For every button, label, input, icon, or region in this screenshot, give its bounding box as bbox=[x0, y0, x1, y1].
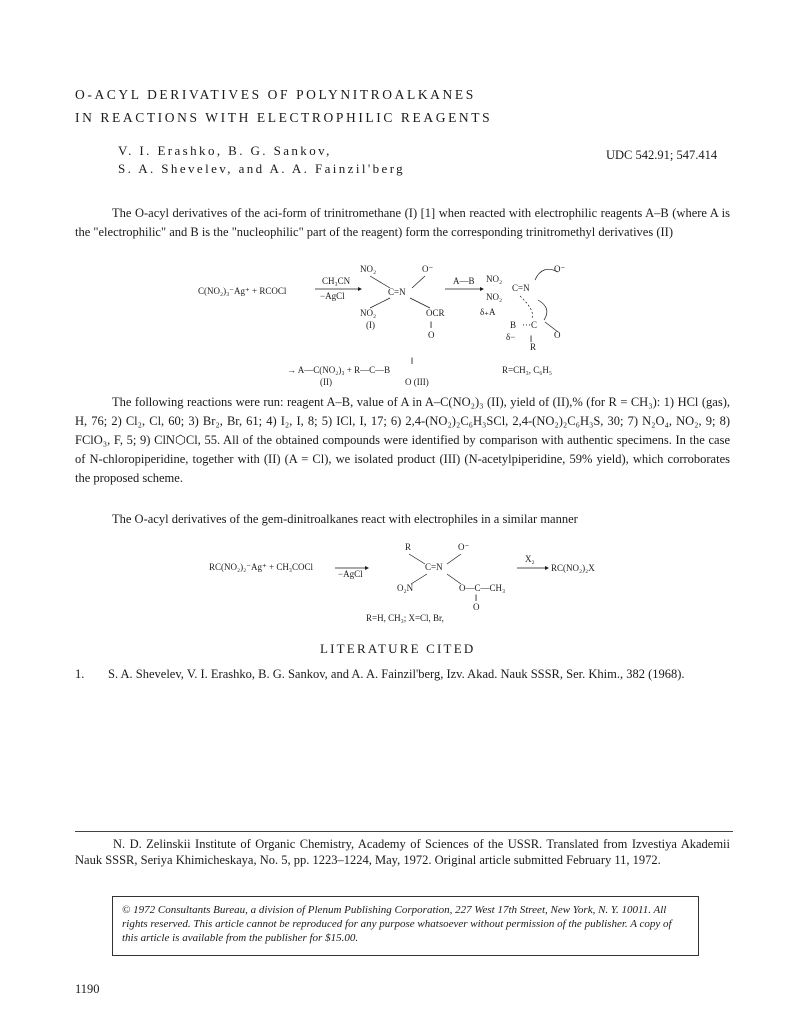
scheme1-label-I: (I) bbox=[366, 320, 375, 330]
svg-text:C=N: C=N bbox=[425, 562, 443, 572]
authors-line-1: V. I. Erashko, B. G. Sankov, bbox=[118, 143, 332, 158]
scheme1-label-II: (II) bbox=[320, 377, 332, 387]
title-line-1: O-ACYL DERIVATIVES OF POLYNITROALKANES bbox=[75, 87, 476, 102]
reference-item bbox=[75, 665, 730, 684]
scheme1-arrow2-top: A—B bbox=[453, 276, 475, 286]
svg-text:O⁻: O⁻ bbox=[422, 264, 434, 274]
svg-text:O: O bbox=[473, 602, 480, 612]
scheme1-product-line: → A—C(NO₂)₃ + R—C—B bbox=[287, 365, 391, 375]
svg-text:O—C—CH₃: O—C—CH₃ bbox=[459, 583, 506, 593]
results-text: The following reactions were run: reagent A–B, value of A in A–C(NO₂)₃ (II), yield of (II),% (for R = CH₃): 1) HCl (gas), H, 76; 2) Cl₂, Cl, 60; 3) Br₂, Br, 61; 4) I₂, I, 8; 5) ICl, I, 17; 6) 2,4-(NO₂)₂C₆H₃SCl, 2,4-(NO₂)₂C₆H₃S, 30; 7) N₂O₄, NO₂, 9; 8) FClO₃, F, 5; 9) ClN⬡Cl, 55. All of the obtained compounds were identified by comparison with authentic specimens. In the case of N-chloropiperidine, together with (II) (A = Cl), we isolated product (III) (N-acetylpiperidine, 59% yield), which corroborates the proposed scheme. bbox=[75, 395, 730, 485]
literature-heading: LITERATURE CITED bbox=[320, 641, 476, 656]
udc-code: UDC 542.91; 547.414 bbox=[606, 148, 718, 162]
scheme1-arrow1-top: CH₃CN bbox=[322, 276, 351, 286]
svg-text:NO₂: NO₂ bbox=[360, 264, 377, 274]
svg-text:NO₂: NO₂ bbox=[486, 274, 503, 284]
copyright-text: © 1972 Consultants Bureau, a division of Plenum Publishing Corporation, 227 West 17th Street, New York, N. Y. 10011. All rights reserved. This article cannot be reproduced for any purpose whatsoever without permission of the publisher. A copy of this article is available from the publisher for $15.00. bbox=[122, 904, 672, 944]
svg-text:C=N: C=N bbox=[388, 287, 406, 297]
svg-text:C=N: C=N bbox=[512, 283, 530, 293]
reference-text: S. A. Shevelev, V. I. Erashko, B. G. Sankov, and A. A. Fainzil'berg, Izv. Akad. Nauk SSSR, Ser. Khim., 382 (1968). bbox=[108, 667, 685, 681]
gem-paragraph bbox=[75, 510, 730, 529]
svg-text:NO₂: NO₂ bbox=[486, 292, 503, 302]
scheme2-arrow2-top: X₂ bbox=[525, 554, 535, 564]
svg-text:OCR: OCR bbox=[426, 308, 445, 318]
svg-text:δ−: δ− bbox=[506, 332, 516, 342]
intro-paragraph bbox=[75, 204, 730, 242]
reaction-scheme-1 bbox=[190, 260, 600, 390]
svg-text:‖: ‖ bbox=[411, 356, 414, 366]
svg-text:‖: ‖ bbox=[475, 593, 478, 603]
svg-text:R: R bbox=[530, 342, 537, 352]
svg-text:O⁻: O⁻ bbox=[554, 264, 566, 274]
svg-text:B: B bbox=[510, 320, 517, 330]
svg-text:‖: ‖ bbox=[530, 334, 533, 344]
title-line-2: IN REACTIONS WITH ELECTROPHILIC REAGENTS bbox=[75, 110, 493, 125]
scheme1-r-definition: R=CH₃, C₆H₅ bbox=[502, 365, 552, 375]
results-paragraph bbox=[75, 393, 730, 488]
svg-text:O⁻: O⁻ bbox=[458, 542, 470, 552]
scheme1-label-III: O (III) bbox=[405, 377, 429, 387]
scheme2-product: RC(NO₂)₂X bbox=[551, 563, 595, 573]
gem-text: The O-acyl derivatives of the gem-dinitroalkanes react with electrophiles in a similar manner bbox=[112, 512, 578, 526]
svg-text:δ₊A: δ₊A bbox=[480, 307, 496, 317]
svg-text:···C: ···C bbox=[522, 320, 537, 330]
affiliation bbox=[75, 836, 730, 868]
svg-text:NO₂: NO₂ bbox=[360, 308, 377, 318]
svg-text:R: R bbox=[405, 542, 412, 552]
svg-text:O: O bbox=[428, 330, 435, 340]
scheme2-arrow1-bottom: −AgCl bbox=[338, 569, 363, 579]
scheme2-r-definition: R=H, CH₃; X=Cl, Br, bbox=[366, 613, 444, 623]
copyright-box bbox=[112, 896, 699, 956]
svg-text:‖: ‖ bbox=[430, 320, 433, 330]
scheme1-arrow1-bottom: −AgCl bbox=[320, 291, 345, 301]
affiliation-text: N. D. Zelinskii Institute of Organic Chemistry, Academy of Sciences of the USSR. Translated from Izvestiya Akademii Nauk SSSR, Seriya Khimicheskaya, No. 5, pp. 1223–1224, May, 1972. Original article submitted February 11, 1972. bbox=[75, 837, 730, 867]
svg-text:O₂N: O₂N bbox=[397, 583, 414, 593]
intro-text: The O-acyl derivatives of the aci-form of trinitromethane (I) [1] when reacted with electrophilic reagents A–B (where A is the "electrophilic" and B is the "nucleophilic" part of the reagent) form the corresponding trinitromethyl derivatives (II) bbox=[75, 206, 730, 239]
page-number: 1190 bbox=[75, 982, 100, 996]
footer-divider bbox=[75, 831, 733, 832]
reference-number: 1. bbox=[75, 667, 85, 681]
scheme1-reactant: C(NO₂)₃⁻Ag⁺ + RCOCl bbox=[198, 286, 287, 296]
scheme2-reactant: RC(NO₂)₂⁻Ag⁺ + CH₃COCl bbox=[209, 562, 313, 572]
reaction-scheme-2 bbox=[205, 538, 625, 618]
authors-line-2: S. A. Shevelev, and A. A. Fainzil'berg bbox=[118, 161, 406, 176]
svg-text:O: O bbox=[554, 330, 561, 340]
